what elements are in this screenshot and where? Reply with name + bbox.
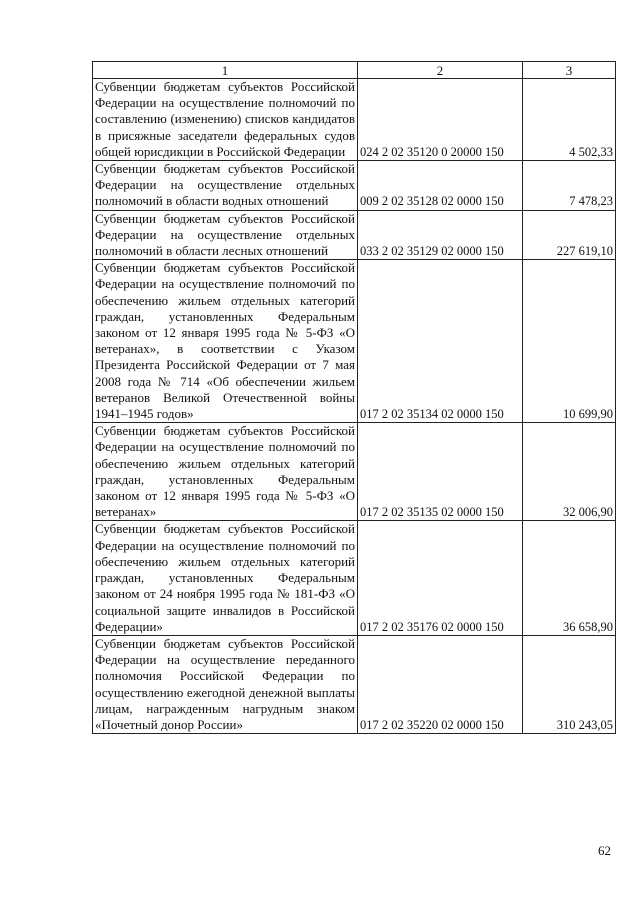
table-row — [93, 635, 616, 733]
budget-table — [92, 61, 616, 734]
column-header-3: 3 — [523, 62, 616, 79]
row-code: 033 2 02 35129 02 0000 150 — [358, 210, 523, 260]
row-description: Субвенции бюджетам субъектов Российской Федерации на осуществление полномочий по обеспечению жильем отдельных категорий граждан, установленных Федеральным законом от 24 ноября 1995 года № 181-ФЗ «О социальной защите инвалидов в Российской Федерации» — [93, 521, 358, 635]
table-row — [93, 521, 616, 635]
row-amount: 227 619,10 — [523, 210, 616, 260]
column-header-1: 1 — [93, 62, 358, 79]
table-row — [93, 161, 616, 211]
row-amount: 4 502,33 — [523, 79, 616, 161]
row-amount: 310 243,05 — [523, 635, 616, 733]
row-description: Субвенции бюджетам субъектов Российской Федерации на осуществление переданного полномочия Российской Федерации по осуществлению ежегодной денежной выплаты лицам, награжденным нагрудным знаком «Почетный донор России» — [93, 635, 358, 733]
row-code: 017 2 02 35220 02 0000 150 — [358, 635, 523, 733]
table-row — [93, 210, 616, 260]
row-code: 009 2 02 35128 02 0000 150 — [358, 161, 523, 211]
table-header-row — [93, 62, 616, 79]
row-description: Субвенции бюджетам субъектов Российской Федерации на осуществление полномочий по обеспечению жильем отдельных категорий граждан, установленных Федеральным законом от 12 января 1995 года № 5-ФЗ «О ветеранах» — [93, 423, 358, 521]
row-amount: 32 006,90 — [523, 423, 616, 521]
row-description: Субвенции бюджетам субъектов Российской Федерации на осуществление полномочий по составлению (изменению) списков кандидатов в присяжные заседатели федеральных судов общей юрисдикции в Российской Федерации — [93, 79, 358, 161]
row-description: Субвенции бюджетам субъектов Российской Федерации на осуществление отдельных полномочий в области водных отношений — [93, 161, 358, 211]
row-code: 024 2 02 35120 0 20000 150 — [358, 79, 523, 161]
row-code: 017 2 02 35176 02 0000 150 — [358, 521, 523, 635]
row-description: Субвенции бюджетам субъектов Российской Федерации на осуществление отдельных полномочий в области лесных отношений — [93, 210, 358, 260]
table-row — [93, 423, 616, 521]
row-code: 017 2 02 35134 02 0000 150 — [358, 260, 523, 423]
column-header-2: 2 — [358, 62, 523, 79]
row-code: 017 2 02 35135 02 0000 150 — [358, 423, 523, 521]
row-amount: 10 699,90 — [523, 260, 616, 423]
page-number: 62 — [598, 843, 611, 858]
row-amount: 7 478,23 — [523, 161, 616, 211]
table-row — [93, 79, 616, 161]
table-row — [93, 260, 616, 423]
row-amount: 36 658,90 — [523, 521, 616, 635]
row-description: Субвенции бюджетам субъектов Российской Федерации на осуществление полномочий по обеспечению жильем отдельных категорий граждан, установленных Федеральным законом от 12 января 1995 года № 5-ФЗ «О ветеранах», в соответствии с Указом Президента Российской Федерации от 7 мая 2008 года № 714 «Об обеспечении жильем ветеранов Великой Отечественной войны 1941–1945 годов» — [93, 260, 358, 423]
